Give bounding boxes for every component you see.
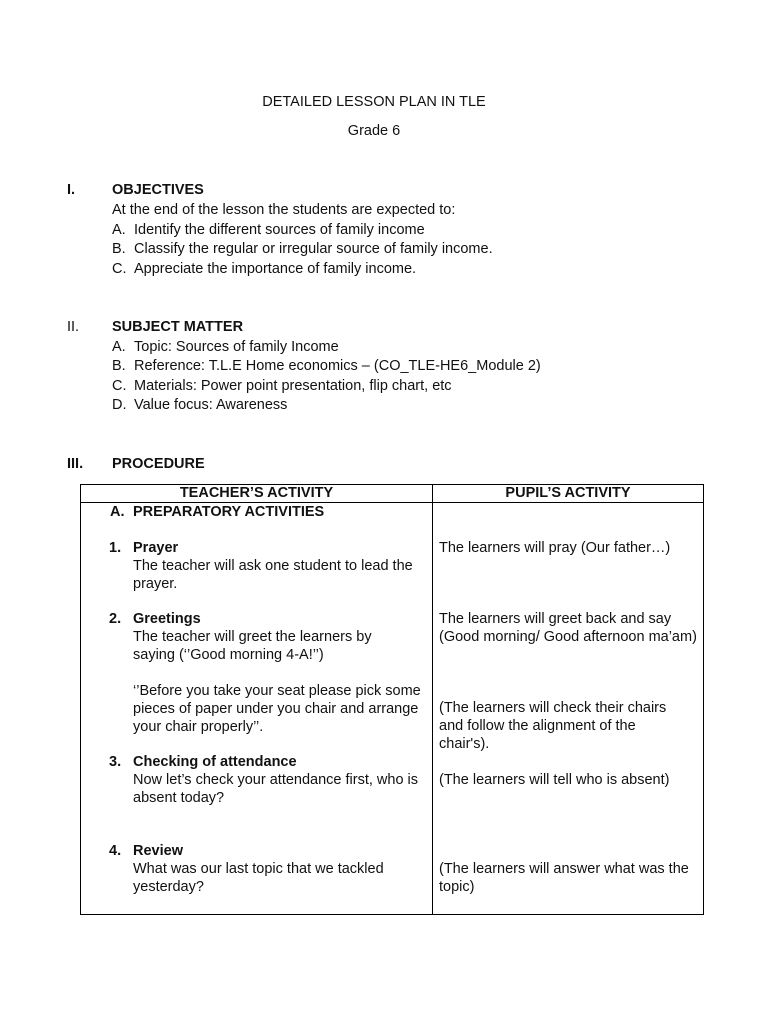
teacher-activity-cell (81, 503, 433, 915)
subject-label: D. (112, 397, 127, 413)
teacher-step-text: ‘’Before you take your seat please pick some pieces of paper under you chair and arrange your chair properly’’. (133, 683, 421, 735)
section-title: PREPARATORY ACTIVITIES (133, 504, 325, 520)
step-number: 2. (109, 611, 122, 627)
objective-text: Classify the regular or irregular source of family income. (134, 241, 493, 257)
step-number: 3. (109, 754, 122, 770)
procedure-table (80, 484, 704, 915)
pupil-activity-header: PUPIL’S ACTIVITY (433, 485, 704, 503)
teacher-step-text: The teacher will greet the learners by saying (‘’Good morning 4-A!’’) (133, 629, 372, 663)
step-title: Prayer (133, 540, 179, 556)
objective-item (112, 260, 416, 280)
procedure-table-body (81, 503, 704, 915)
subject-text: Reference: T.L.E Home economics – (CO_TLE-HE6_Module 2) (134, 358, 541, 374)
objective-item (112, 240, 493, 260)
procedure-heading: PROCEDURE (112, 456, 205, 472)
objectives-intro: At the end of the lesson the students are expected to: (112, 202, 456, 218)
subject-item (112, 357, 541, 377)
subject-label: C. (112, 377, 127, 394)
step-number: 4. (109, 843, 122, 859)
document-title: DETAILED LESSON PLAN IN TLE (262, 94, 486, 110)
teacher-activity-header: TEACHER’S ACTIVITY (81, 485, 433, 503)
pupil-step-text: The learners will pray (Our father…) (439, 540, 671, 556)
pupil-step-text: The learners will greet back and say (Good morning/ Good afternoon ma’am) (439, 611, 697, 645)
pupil-step-text: (The learners will answer what was the topic) (439, 861, 689, 895)
section-label: A. (110, 504, 125, 520)
objectives-heading: OBJECTIVES (112, 182, 204, 198)
subject-matter-heading: SUBJECT MATTER (112, 319, 244, 335)
grade-level: Grade 6 (347, 123, 401, 139)
step-title: Greetings (133, 611, 201, 627)
objective-text: Appreciate the importance of family income. (134, 260, 417, 277)
subject-item (112, 338, 339, 358)
pupil-step-text: (The learners will tell who is absent) (439, 772, 670, 788)
objective-label: A. (112, 221, 126, 238)
teacher-step-text: Now let’s check your attendance first, who is absent today? (133, 772, 419, 806)
objectives-number: I. (67, 182, 76, 198)
objective-label: B. (112, 241, 126, 257)
teacher-step-text: The teacher will ask one student to lead the prayer. (133, 558, 413, 592)
step-title: Checking of attendance (133, 754, 297, 770)
subject-item (112, 396, 287, 416)
pupil-activity-cell (433, 503, 704, 915)
subject-text: Materials: Power point presentation, flip chart, etc (134, 377, 452, 394)
subject-label: B. (112, 358, 126, 374)
subject-item (112, 377, 452, 397)
step-title: Review (133, 843, 183, 859)
objective-label: C. (112, 260, 127, 277)
subject-matter-number: II. (67, 319, 80, 335)
objective-text: Identify the different sources of family income (134, 221, 425, 238)
pupil-step-text: (The learners will check their chairs and follow the alignment of the chair's). (439, 700, 667, 752)
subject-text: Value focus: Awareness (134, 397, 288, 413)
step-number: 1. (109, 540, 122, 556)
procedure-number: III. (67, 456, 84, 472)
procedure-table-header (81, 485, 704, 503)
subject-text: Topic: Sources of family Income (134, 338, 339, 355)
objective-item (112, 221, 425, 241)
subject-label: A. (112, 338, 126, 355)
teacher-step-text: What was our last topic that we tackled yesterday? (133, 861, 384, 895)
